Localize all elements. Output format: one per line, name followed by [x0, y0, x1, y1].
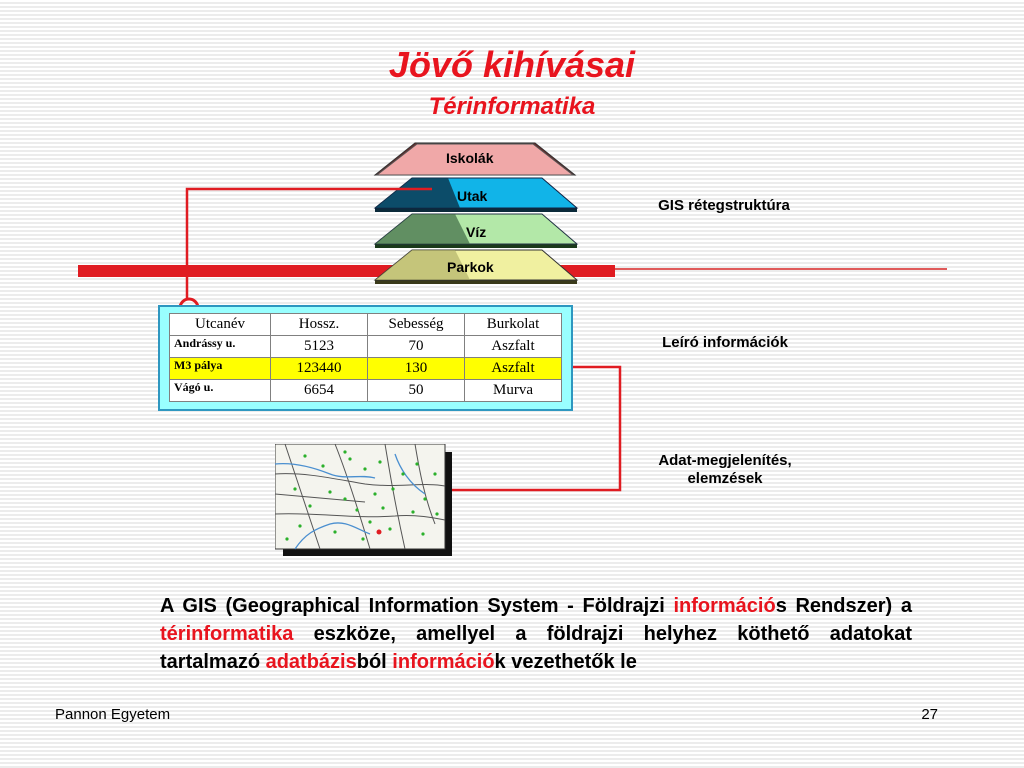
layer-viz	[375, 214, 577, 248]
gis-definition-paragraph	[160, 592, 912, 676]
table-row	[170, 336, 562, 358]
table-cell-length: 6654	[271, 380, 368, 402]
layer-utak-dark	[375, 178, 460, 208]
table-row-highlighted	[170, 358, 562, 380]
table-row	[170, 380, 562, 402]
paragraph-text: eszköze, amellyel a földrajzi helyhez köthető adatokat tartalmazó	[160, 623, 912, 673]
footer-university: Pannon Egyetem	[55, 706, 171, 723]
attribute-table-frame	[158, 305, 573, 411]
paragraph-highlight: adatbázis	[265, 651, 357, 673]
layer-parkok-label: Parkok	[447, 259, 494, 275]
layer-utak-shade	[375, 208, 577, 212]
gis-layer-structure-label: GIS rétegstruktúra	[658, 197, 790, 214]
map-shadow-right	[445, 452, 452, 556]
data-visualization-label: Adat-megjelenítés, elemzések	[658, 452, 792, 487]
table-header-row	[170, 314, 562, 336]
layer-utak-label: Utak	[457, 188, 488, 204]
table-header-cell: Burkolat	[465, 314, 562, 336]
paragraph-highlight: információ	[673, 595, 776, 617]
layer-viz-label: Víz	[466, 224, 487, 240]
table-cell-surface: Aszfalt	[465, 336, 562, 358]
map-marker	[377, 530, 382, 535]
table-cell-speed: 50	[368, 380, 465, 402]
table-cell-name: M3 pálya	[170, 358, 271, 380]
table-cell-name: Vágó u.	[170, 380, 271, 402]
paragraph-text: k vezethetők le	[494, 651, 637, 673]
paragraph-text: ból	[356, 651, 393, 673]
table-cell-surface: Aszfalt	[465, 358, 562, 380]
table-cell-length: 5123	[271, 336, 368, 358]
paragraph-highlight: információ	[392, 651, 495, 673]
layer-iskolak-label: Iskolák	[446, 150, 494, 166]
layer-iskolak	[375, 143, 575, 175]
layer-parkok-shade	[375, 280, 577, 284]
slide-title: Jövő kihívásai	[388, 44, 636, 85]
descriptive-info-label: Leíró információk	[662, 334, 788, 351]
table-header-cell: Hossz.	[271, 314, 368, 336]
table-cell-length: 123440	[271, 358, 368, 380]
table-header-cell: Utcanév	[170, 314, 271, 336]
paragraph-text: s Rendszer) a	[775, 595, 912, 617]
map-shadow-bottom	[283, 549, 452, 556]
table-cell-speed: 70	[368, 336, 465, 358]
layer-utak	[375, 178, 577, 212]
layer-viz-shade	[375, 244, 577, 248]
layer-parkok	[375, 250, 577, 284]
layer-viz-dark	[375, 214, 470, 244]
slide-subtitle: Térinformatika	[428, 93, 596, 120]
table-cell-speed: 130	[368, 358, 465, 380]
paragraph-highlight: térinformatika	[160, 623, 294, 645]
page-number: 27	[921, 706, 938, 723]
attribute-table	[169, 313, 562, 402]
table-cell-surface: Murva	[465, 380, 562, 402]
paragraph-text: A GIS (Geographical Information System - Földrajzi	[160, 595, 674, 617]
table-header-cell: Sebesség	[368, 314, 465, 336]
map-thumbnail	[275, 444, 452, 556]
table-cell-name: Andrássy u.	[170, 336, 271, 358]
